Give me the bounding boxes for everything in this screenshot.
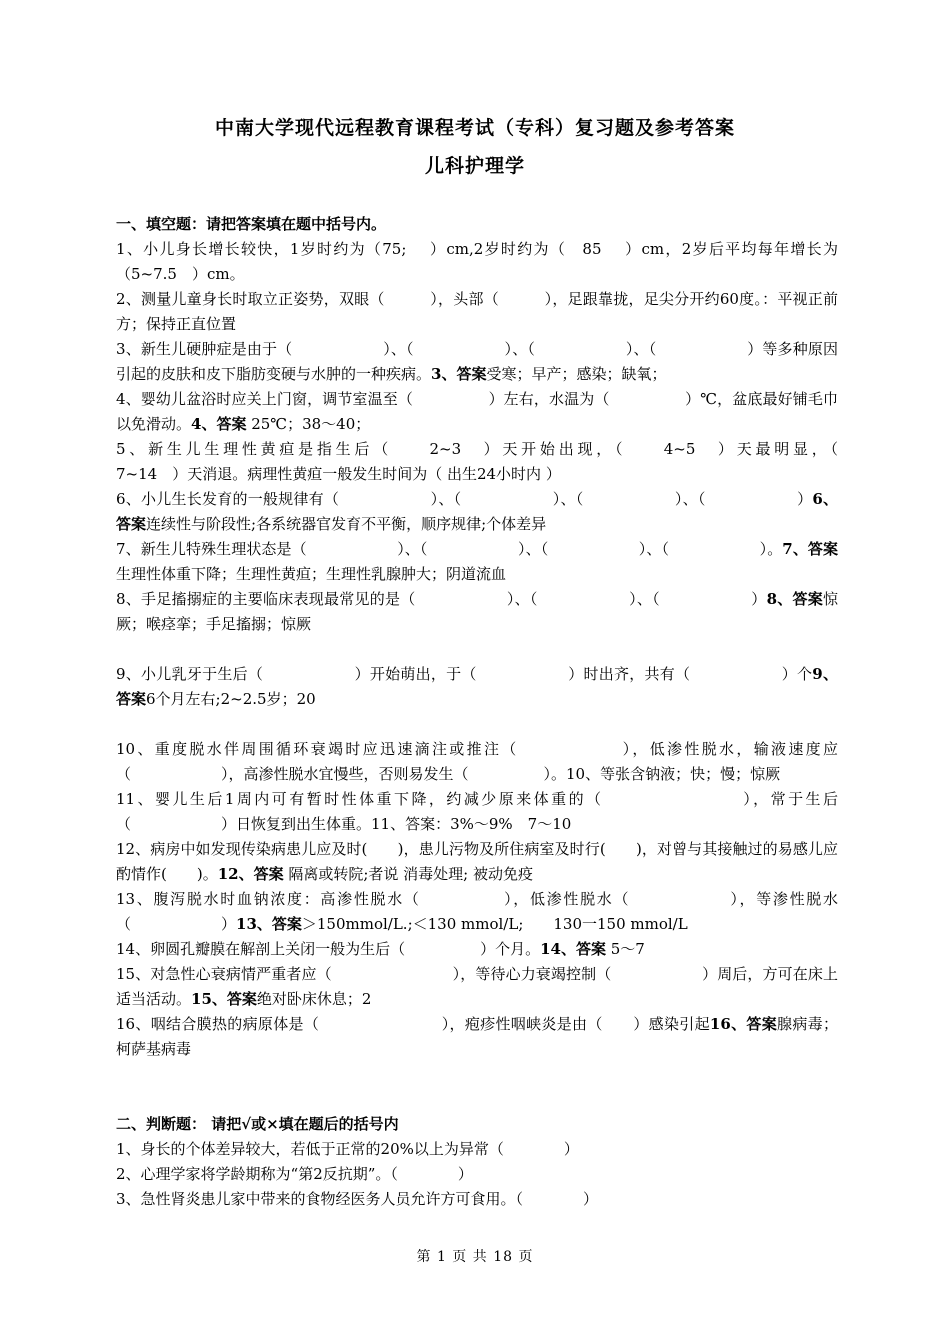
question-text: 16、咽结合膜热的病原体是（ ），疱疹性咽峡炎是由（ ）感染引起 (116, 1015, 710, 1033)
answer-text: 隔离或转院;者说 消毒处理; 被动免疫 (283, 865, 534, 883)
answer-label: 7、答案 (782, 540, 838, 558)
document-subtitle: 儿科护理学 (424, 155, 525, 177)
answer-text: 惊厥；喉痉挛；手足搐搦；惊厥 (116, 590, 838, 633)
answer-label: 4、答案 (191, 415, 247, 433)
question-15 (116, 962, 838, 1012)
document-body (116, 212, 929, 1212)
question-16 (116, 1012, 838, 1062)
section-heading-true-false: 二、判断题： 请把√或×填在题后的括号内 (116, 1115, 399, 1133)
answer-label: 6、答案 (116, 490, 838, 533)
answer-text: 6个月左右;2~2.5岁；20 (146, 690, 316, 708)
answer-label: 3、答案 (431, 365, 487, 383)
question-text: 3、新生儿硬肿症是由于（ ）、（ ）、（ ）、（ ）等多种原因引起的皮肤和皮下脂肪变硬与水肿的一种疾病。 (116, 340, 838, 383)
question-11: 11、婴儿生后1周内可有暂时性体重下降，约减少原来体重的（ ），常于生后（ ）日恢复到出生体重。11、答案：3%～9% 7～10 (116, 790, 838, 833)
question-4 (116, 387, 838, 437)
answer-label: 8、答案 (766, 590, 823, 608)
spacer (116, 712, 838, 737)
answer-label: 16、答案 (709, 1015, 778, 1033)
tf-question-3: 3、急性肾炎患儿家中带来的食物经医务人员允许方可食用。（ ） (116, 1190, 599, 1208)
question-text: 13、腹泻脱水时血钠浓度：高渗性脱水（ ），低渗性脱水（ ），等渗性脱水（ ） (116, 890, 838, 933)
question-9 (116, 662, 838, 712)
spacer (116, 1062, 838, 1112)
question-text: 6、小儿生长发育的一般规律有（ ）、（ ）、（ ）、（ ） (116, 490, 813, 508)
question-text: 7、新生儿特殊生理状态是（ ）、（ ）、（ ）、（ ）。 (116, 540, 783, 558)
question-6 (116, 487, 838, 537)
answer-label: 13、答案 (236, 915, 302, 933)
answer-text: 绝对卧床休息；2 (256, 990, 372, 1008)
answer-label: 12、答案 (217, 865, 284, 883)
question-14 (116, 937, 838, 962)
question-text: 4、婴幼儿盆浴时应关上门窗，调节室温至（ ）左右，水温为（ ）℃，盆底最好铺毛巾以免滑动。 (116, 390, 839, 433)
question-text: 15、对急性心衰病情严重者应（ ），等待心力衰竭控制（ ）周后，方可在床上适当活动。 (116, 965, 838, 1008)
question-text: 9、小儿乳牙于生后（ ）开始萌出，于（ ）时出齐，共有（ ）个 (116, 665, 813, 683)
question-13 (116, 887, 838, 937)
document-title: 中南大学现代远程教育课程考试（专科）复习题及参考答案 (214, 117, 735, 139)
answer-label: 15、答案 (191, 990, 257, 1008)
answer-text: 25℃；38～40； (246, 415, 371, 433)
question-2: 2、测量儿童身长时取立正姿势，双眼（ ），头部（ ），足跟靠拢，足尖分开约60度。：平视正前方；保持正直位置 (116, 290, 838, 333)
question-12 (116, 837, 838, 887)
answer-text: ＞150mmol/L.;＜130 mmol/L; 130一150 mmol/L (301, 915, 688, 933)
page-number: 第 1 页 共 18 页 (416, 1249, 534, 1265)
answer-text: 连续性与阶段性;各系统器官发育不平衡，顺序规律;个体差异 (146, 515, 547, 533)
question-5: 5、新生儿生理性黄疸是指生后（ 2~3 ）天开始出现，（ 4~5 ）天最明显，（ 7~14 ）天消退。病理性黄疸一般发生时间为（ 出生24小时内 ） (116, 440, 929, 483)
answer-label: 14、答案 (540, 940, 606, 958)
question-7 (116, 537, 838, 587)
question-10: 10、重度脱水伴周围循环衰竭时应迅速滴注或推注（ ），低渗性脱水，输液速度应（ ），高渗性脱水宜慢些，否则易发生（ ）。10、等张含钠液；快；慢；惊厥 (116, 740, 838, 783)
section-heading-fill-blank: 一、填空题：请把答案填在题中括号内。 (116, 215, 387, 233)
answer-text: 5～7 (605, 940, 645, 958)
answer-text: 受寒；早产；感染；缺氧； (486, 365, 667, 383)
answer-label: 9、答案 (116, 665, 838, 708)
tf-question-2: 2、心理学家将学龄期称为“第2反抗期”。（ ） (116, 1165, 473, 1183)
tf-question-1: 1、身长的个体差异较大，若低于正常的20%以上为异常（ ） (116, 1140, 579, 1158)
answer-text: 腺病毒；柯萨基病毒 (116, 1015, 838, 1058)
question-text: 14、卵圆孔瓣膜在解剖上关闭一般为生后（ ）个月。 (116, 940, 541, 958)
question-1: 1、小儿身长增长较快，1岁时约为（75; ）cm,2岁时约为（ 85 ）cm，2岁后平均每年增长为（5~7.5 ）cm。 (116, 240, 838, 283)
question-text: 12、病房中如发现传染病患儿应及时( )，患儿污物及所住病室及时行( )，对曾与其接触过的易感儿应酌情作( )。 (116, 840, 838, 883)
question-3 (116, 337, 838, 387)
spacer (116, 637, 838, 662)
answer-text: 生理性体重下降；生理性黄疸；生理性乳腺肿大；阴道流血 (116, 565, 507, 583)
question-text: 8、手足搐搦症的主要临床表现最常见的是（ ）、（ ）、（ ） (116, 590, 767, 608)
question-8 (116, 587, 838, 637)
